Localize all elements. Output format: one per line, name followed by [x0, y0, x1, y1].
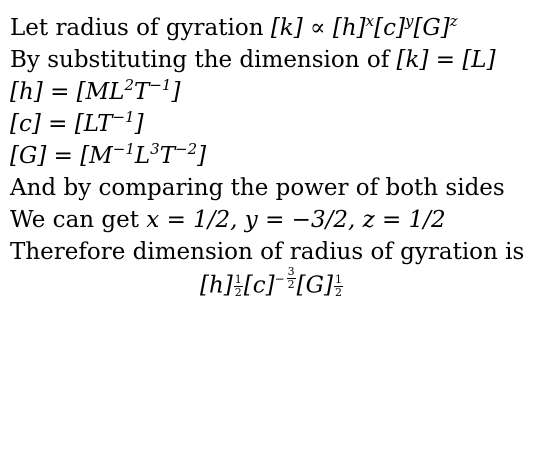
g-power-num: 1: [334, 272, 342, 286]
line-1-text: Let radius of gyration: [10, 15, 271, 41]
g-dim-exp-t: −2: [175, 140, 198, 158]
h-dim-exp-minus1: −1: [149, 76, 172, 94]
line-conclusion: Therefore dimension of radius of gyration is: [10, 239, 525, 265]
c-power-frac: [287, 266, 296, 291]
h-dim-part-1: [h] = [ML: [10, 79, 125, 105]
c-power-fraction: [275, 266, 297, 291]
c-power-den: 2: [287, 278, 295, 291]
g-dim-part-3: T: [159, 143, 176, 169]
g-dim-exp-l: 3: [150, 140, 160, 158]
exponent-x: x: [365, 12, 375, 30]
line-2-math: [k] = [L]: [396, 47, 496, 73]
line-compare-powers: And by comparing the power of both sides: [10, 175, 505, 201]
line-substitution: [10, 44, 545, 76]
h-dim-exp-2: 2: [124, 76, 134, 94]
final-g: [G]: [296, 272, 333, 299]
line-1-c: [c]: [374, 15, 405, 41]
line-g-dimension: [10, 140, 545, 172]
h-power-num: 1: [234, 272, 242, 286]
line-h-dimension: [10, 76, 545, 108]
solution-document: [10, 12, 545, 268]
line-2-text: By substituting the dimension of: [10, 47, 397, 73]
h-dim-part-2: T: [134, 79, 150, 105]
final-h: [h]: [200, 272, 233, 299]
g-dim-close: ]: [197, 143, 207, 169]
final-c: [c]: [243, 272, 275, 299]
final-expression: [200, 266, 344, 312]
g-power-den: 2: [334, 285, 342, 299]
line-1-math: [k] ∝ [h]: [270, 15, 366, 41]
c-dim-exp: −1: [112, 108, 135, 126]
h-dim-close: ]: [171, 79, 181, 105]
c-power-num: 3: [287, 265, 295, 278]
line-7-math: x = 1/2, y = −3/2, z = 1/2: [146, 207, 446, 233]
c-dim-close: ]: [134, 111, 144, 137]
g-dim-part-2: L: [134, 143, 151, 169]
line-c-dimension: [10, 108, 545, 140]
line-exponent-values: [10, 204, 545, 236]
exponent-y: y: [404, 12, 414, 30]
h-power-fraction: [234, 274, 243, 299]
line-1-g: [G]: [413, 15, 450, 41]
c-power-sign: −: [274, 271, 285, 286]
c-dim-part-1: [c] = [LT: [10, 111, 113, 137]
line-7-text: We can get: [10, 207, 147, 233]
g-dim-part-1: [G] = [M: [10, 143, 113, 169]
exponent-z: z: [449, 12, 458, 30]
h-power-den: 2: [234, 285, 242, 299]
line-proportionality: [10, 12, 545, 44]
g-power-fraction: [334, 274, 343, 299]
g-dim-exp-m: −1: [112, 140, 135, 158]
